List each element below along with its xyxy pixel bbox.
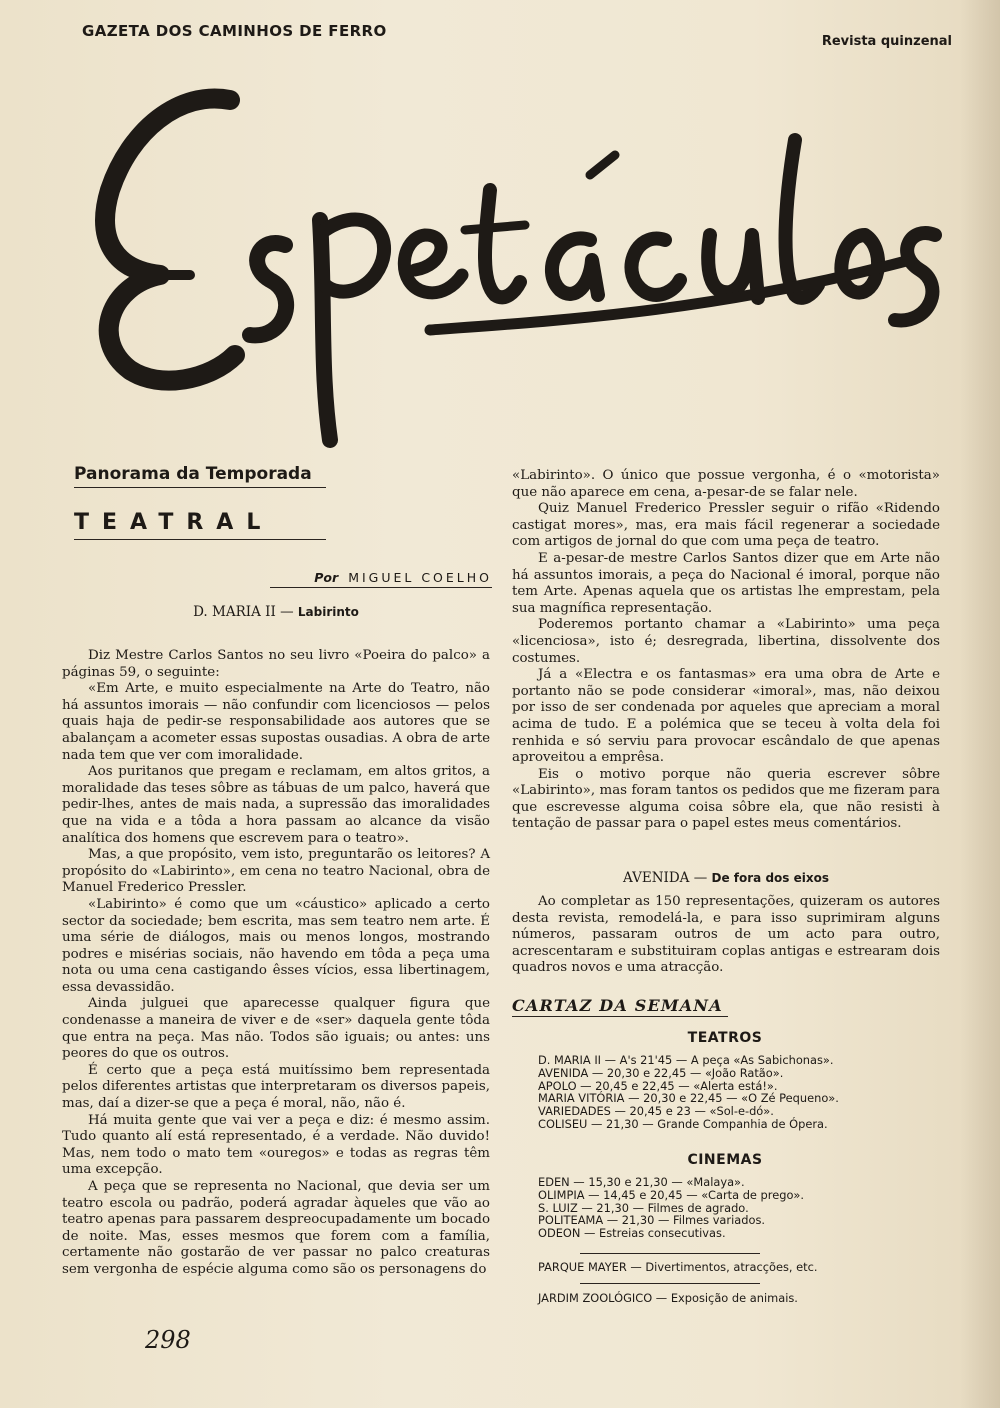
left-paragraph: Há muita gente que vai ver a peça e diz: é mesmo assim. Tudo quanto alí está representado, é a verdade. Não duvido! Mas, nem todo o mato tem «ouregos» e todas as regras têm uma excepção. xyxy=(62,1112,490,1178)
right-column xyxy=(512,468,940,833)
byline xyxy=(270,570,492,588)
byline-prefix: Por xyxy=(314,570,339,585)
right-paragraph: Já a «Electra e os fantasmas» era uma obra de Arte e portanto não se pode considerar «imoral», mas, não deixou por isso de ser condenada por aqueles que apreciam a moral acima de tudo. E a polémica que se teceu à volta dela foi renhida e só serviu para provocar escândalo de que apenas aproveitou a emprêsa. xyxy=(512,667,940,766)
list-item: D. MARIA II — A's 21'45 — A peça «As Sabichonas». xyxy=(538,1053,834,1067)
section-heading-avenida-theatre: AVENIDA xyxy=(623,870,690,886)
parque-mayer-listing: PARQUE MAYER — Divertimentos, atracções, etc. xyxy=(538,1260,818,1274)
page-number: 298 xyxy=(145,1326,191,1354)
list-item: EDEN — 15,30 e 21,30 — «Malaya». xyxy=(538,1175,745,1189)
list-item: VARIEDADES — 20,45 e 23 — «Sol-e-dó». xyxy=(538,1104,774,1119)
list-item: S. LUIZ — 21,30 — Filmes de agrado. xyxy=(538,1200,749,1215)
left-paragraph: Diz Mestre Carlos Santos no seu livro «Poeira do palco» a páginas 59, o seguinte: xyxy=(62,648,490,680)
list-item: AVENIDA — 20,30 e 22,45 — «João Ratão». xyxy=(538,1065,784,1080)
left-paragraph: É certo que a peça está muitíssimo bem representada pelos diferentes artistas que interpretaram os diversos papeis, mas, daí a dizer-se que a peça é moral, não, não é. xyxy=(62,1062,490,1112)
left-column xyxy=(62,648,490,1279)
section-heading-avenida-play: De fora dos eixos xyxy=(711,871,829,885)
article-kicker: Panorama da Temporada xyxy=(74,464,326,488)
cartaz-title: CARTAZ DA SEMANA xyxy=(512,996,728,1017)
divider xyxy=(580,1283,760,1284)
section-heading-maria-theatre: D. MARIA II xyxy=(193,604,276,620)
frequency-label: Revista quinzenal xyxy=(821,34,952,49)
list-item: COLISEU — 21,30 — Grande Companhia de Ópera. xyxy=(538,1116,828,1131)
right-paragraph: «Labirinto». O único que possue vergonha, é o «motorista» que não aparece em cena, a-pesar-de se falar nele. xyxy=(512,468,940,500)
right-paragraph: Eis o motivo porque não queria escrever sôbre «Labirinto», mas foram tantos os pedidos que me fizeram para que escrevesse alguma coisa sôbre ela, que não resisti à tentação de passar para o papel estes meus comentários. xyxy=(512,766,940,832)
left-paragraph: Aos puritanos que pregam e reclamam, em altos gritos, a moralidade das teses sôbre as tábuas de um palco, haverá que pedir-lhes, antes de mais nada, a supressão das imoralidades que na vida e a tôda a hora passam ao alcance da visão analítica dos homens que escrevem para o teatro». xyxy=(62,764,490,846)
teatros-heading: TEATROS xyxy=(687,1030,763,1046)
section-heading-avenida xyxy=(512,870,940,886)
avenida-paragraph: Ao completar as 150 representações, quizeram os autores desta revista, remodelá-la, e para isso suprimiram alguns números, passaram outros de um acto para outro, acrescentaram e substituiram coplas antigas e estrearam dois quadros novos e uma atracção. xyxy=(512,894,940,976)
right-paragraph: Poderemos portanto chamar a «Labirinto» uma peça «licenciosa», isto é; desregrada, libertina, dissolvente dos costumes. xyxy=(512,617,940,666)
divider xyxy=(580,1253,760,1254)
jardim-zoologico-listing: JARDIM ZOOLÓGICO — Exposição de animais. xyxy=(538,1291,798,1305)
left-paragraph: «Em Arte, e muito especialmente na Arte do Teatro, não há assuntos imorais — não confundir com licenciosos — pelos quais haja de pedir-se responsabilidade aos autores que se abalançam a acometer essas supostas ousadias. A obra de arte nada tem que ver com imoralidade. xyxy=(62,681,490,763)
teatros-list xyxy=(538,1054,839,1131)
left-paragraph: Mas, a que propósito, vem isto, preguntarão os leitores? A propósito do «Labirinto», em cena no teatro Nacional, obra de Manuel Frederico Pressler. xyxy=(62,847,490,896)
right-paragraph: E a-pesar-de mestre Carlos Santos dizer que em Arte não há assuntos imorais, a peça do Nacional é imoral, porque não tem Arte. Apenas aquela que os artistas lhe emprestam, pela sua magnífica representação. xyxy=(512,550,940,616)
avenida-column xyxy=(512,894,940,977)
section-heading-maria-play: Labirinto xyxy=(297,605,359,619)
journal-title: GAZETA DOS CAMINHOS DE FERRO xyxy=(82,22,387,40)
page-edge-shadow xyxy=(960,0,1000,1408)
left-paragraph: A peça que se representa no Nacional, que devia ser um teatro escola ou padrão, poderá agradar àqueles que vão ao teatro apenas para passarem despreocupadamente um bocado de noite. Mas, esses mesmos que forem com a família, certamente não gostarão de ver passar no palco creaturas sem vergonha de espécie alguma como são os personagens do xyxy=(62,1179,490,1277)
left-paragraph: Ainda julguei que aparecesse qualquer figura que condenasse a maneira de viver e de «ser» daquela gente tôda que entra na peça. Mas não. Todos são iguais; ou antes: uns peores do que os outros. xyxy=(62,996,490,1062)
section-heading-avenida-dash: — xyxy=(689,870,712,886)
cinemas-heading: CINEMAS xyxy=(687,1152,763,1168)
list-item: MARIA VITÓRIA — 20,30 e 22,45 — «O Zé Pequeno». xyxy=(538,1091,839,1106)
right-paragraph: Quiz Manuel Frederico Pressler seguir o rifão «Ridendo castigat mores», mas, era mais fácil regenerar a sociedade com artigos de jornal do que com uma peça de teatro. xyxy=(512,501,940,550)
list-item: APOLO — 20,45 e 22,45 — «Alerta está!». xyxy=(538,1078,778,1093)
section-heading-maria-dash: — xyxy=(275,604,298,620)
espetaculos-calligraphy-logo xyxy=(70,70,950,460)
article-title: TEATRAL xyxy=(74,510,326,540)
author-name: MIGUEL COELHO xyxy=(348,570,492,585)
left-paragraph: «Labirinto» é como que um «cáustico» aplicado a certo sector da sociedade; bem escrita, mas sem teatro nem arte. É uma série de diálogos, mais ou menos longos, mostrando podres e misérias sociais, não havendo em tôda a peça uma nota ou uma cena castigando êsses vícios, essa libertinagem, essa devassidão. xyxy=(62,896,490,995)
section-heading-maria xyxy=(62,604,490,620)
list-item: ODEON — Estreias consecutivas. xyxy=(538,1226,726,1241)
list-item: OLIMPIA — 14,45 e 20,45 — «Carta de prego». xyxy=(538,1187,805,1202)
list-item: POLITEAMA — 21,30 — Filmes variados. xyxy=(538,1213,765,1228)
cinemas-list xyxy=(538,1176,804,1240)
